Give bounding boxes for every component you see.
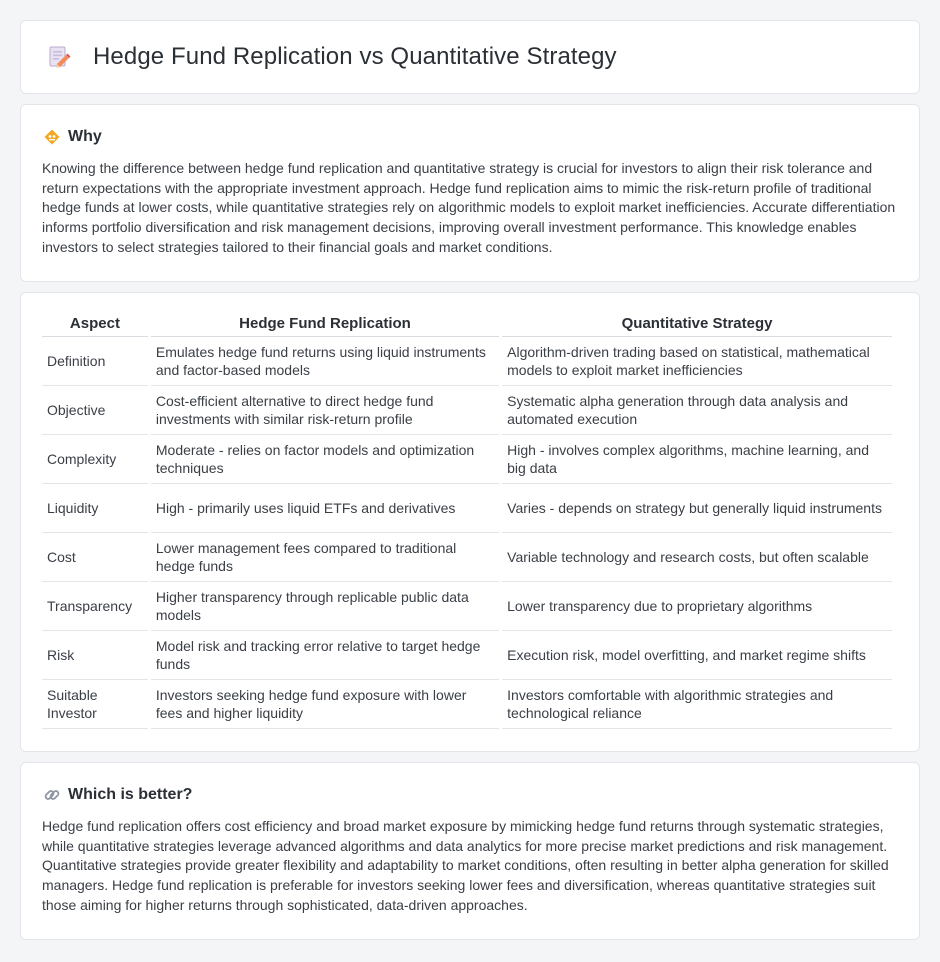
comparison-table-card	[20, 292, 920, 752]
cell-aspect: Risk	[42, 631, 148, 680]
document-pencil-icon	[45, 43, 73, 71]
header-quantitative-strategy: Quantitative Strategy	[502, 307, 892, 337]
table-row	[42, 386, 892, 435]
page-title: Hedge Fund Replication vs Quantitative Strategy	[93, 43, 617, 70]
header-aspect: Aspect	[42, 307, 148, 337]
cell-hedge-fund-replication: Cost-efficient alternative to direct hedge fund investments with similar risk-return profile	[151, 386, 499, 435]
cell-hedge-fund-replication: Investors seeking hedge fund exposure with lower fees and higher liquidity	[151, 680, 499, 729]
why-heading: Why	[68, 128, 102, 145]
cell-quantitative-strategy: Systematic alpha generation through data analysis and automated execution	[502, 386, 892, 435]
cell-quantitative-strategy: Investors comfortable with algorithmic strategies and technological reliance	[502, 680, 892, 729]
better-heading: Which is better?	[68, 786, 193, 803]
better-paragraph: Hedge fund replication offers cost efficiency and broad market exposure by mimicking hedge fund returns through systematic strategies, while quantitative strategies leverage advanced algorithms and data analytics for more precise market predictions and risk management. Quantitative strategies provide greater flexibility and adaptability to market conditions, often resulting in better alpha generation for skilled managers. Hedge fund replication is preferable for investors seeking lower fees and diversification, whereas quantitative strategies suit those aiming for higher returns through sophisticated, data-driven approaches.	[42, 818, 889, 913]
table-row	[42, 680, 892, 729]
cell-quantitative-strategy: Varies - depends on strategy but generally liquid instruments	[502, 484, 892, 533]
link-icon	[43, 786, 61, 804]
cell-hedge-fund-replication: Emulates hedge fund returns using liquid instruments and factor-based models	[151, 337, 499, 386]
table-row	[42, 484, 892, 533]
table-row	[42, 337, 892, 386]
better-heading-row	[43, 785, 898, 805]
table-row	[42, 435, 892, 484]
cell-quantitative-strategy: Lower transparency due to proprietary algorithms	[502, 582, 892, 631]
table-row	[42, 533, 892, 582]
table-row	[42, 582, 892, 631]
cell-aspect: Objective	[42, 386, 148, 435]
header-hedge-fund-replication: Hedge Fund Replication	[151, 307, 499, 337]
title-card	[20, 20, 920, 94]
cell-quantitative-strategy: Execution risk, model overfitting, and market regime shifts	[502, 631, 892, 680]
cell-quantitative-strategy: Algorithm-driven trading based on statistical, mathematical models to exploit market inefficiencies	[502, 337, 892, 386]
cell-quantitative-strategy: High - involves complex algorithms, machine learning, and big data	[502, 435, 892, 484]
cell-hedge-fund-replication: Lower management fees compared to traditional hedge funds	[151, 533, 499, 582]
which-is-better-section	[20, 762, 920, 940]
lightbulb-icon	[43, 128, 61, 146]
comparison-table	[39, 307, 895, 729]
cell-hedge-fund-replication: Moderate - relies on factor models and optimization techniques	[151, 435, 499, 484]
cell-aspect: Definition	[42, 337, 148, 386]
cell-aspect: Cost	[42, 533, 148, 582]
cell-aspect: Suitable Investor	[42, 680, 148, 729]
table-header-row	[42, 307, 892, 337]
why-section	[20, 104, 920, 282]
why-paragraph: Knowing the difference between hedge fund replication and quantitative strategy is crucial for investors to align their risk tolerance and return expectations with the appropriate investment approach. Hedge fund replication aims to mimic the risk-return profile of traditional hedge funds at lower costs, while quantitative strategies rely on algorithmic models to exploit market inefficiencies. Accurate differentiation informs portfolio diversification and risk management decisions, improving overall investment performance. This knowledge enables investors to select strategies tailored to their financial goals and market conditions.	[42, 160, 896, 255]
cell-hedge-fund-replication: Higher transparency through replicable public data models	[151, 582, 499, 631]
cell-quantitative-strategy: Variable technology and research costs, but often scalable	[502, 533, 892, 582]
cell-aspect: Complexity	[42, 435, 148, 484]
cell-hedge-fund-replication: Model risk and tracking error relative to target hedge funds	[151, 631, 499, 680]
table-row	[42, 631, 892, 680]
cell-aspect: Transparency	[42, 582, 148, 631]
cell-aspect: Liquidity	[42, 484, 148, 533]
cell-hedge-fund-replication: High - primarily uses liquid ETFs and derivatives	[151, 484, 499, 533]
why-heading-row	[43, 127, 898, 147]
